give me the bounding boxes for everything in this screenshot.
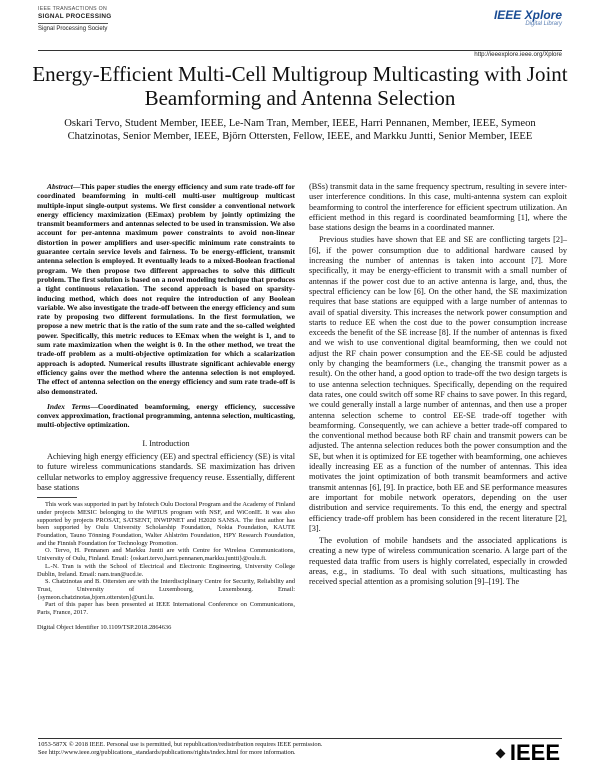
footnote-rule — [37, 497, 77, 498]
xplore-name: IEEE Xplore — [493, 8, 562, 22]
abstract — [37, 182, 295, 396]
body-paragraph-3: The evolution of mobile handsets and the associated applications is creating a new type of wireless communication scenario. A large part of the requested data traffic from users is highly correlated, especially in crowded areas, e.g., in stadiums. To deal with such situations, multicasting has received special attention as a promising solution [9]–[19]. The — [309, 536, 567, 587]
journal-logo — [38, 6, 116, 33]
ieee-logo — [497, 740, 560, 766]
footnote-affiliation-luxembourg: S. Chatzinotas and B. Ottersten are with the Interdisciplinary Centre for Security, Reliability and Trust, University of Luxembourg, Luxembourg. Email: {symeon.chatzinotas,bjorn.ottersten}@uni.lu. — [37, 578, 295, 601]
ieee-wordmark: IEEE — [509, 740, 560, 765]
journal-logo-divider — [38, 23, 108, 24]
right-column — [309, 182, 567, 588]
paper-title: Energy-Efficient Multi-Cell Multigroup Multicasting with Joint Beamforming and Antenna Selection — [32, 62, 568, 110]
rights-line: See http://www.ieee.org/publications_standards/publications/rights/index.html for more information. — [38, 749, 296, 757]
xplore-subtitle: Digital Library — [525, 21, 562, 27]
index-terms-text: —Coordinated beamforming, energy efficiency, successive convex approximation, fractional programming, antenna selection, multicasting, multi-objective optimization. — [37, 401, 296, 430]
left-column — [37, 182, 295, 632]
index-terms-label: Index Terms — [47, 401, 91, 411]
journal-name-line1: IEEE TRANSACTIONS ON — [38, 6, 108, 12]
copyright-line: 1053-587X © 2018 IEEE. Personal use is permitted, but republication/redistribution requires IEEE permission. — [38, 741, 323, 748]
index-terms — [37, 402, 295, 430]
footnote-affiliation-ucd: L.-N. Tran is with the School of Electrical and Electronic Engineering, University College Dublin, Ireland. Email: nam.tran@ucd.ie. — [37, 562, 295, 578]
footnote-conference: Part of this paper has been presented at IEEE International Conference on Communications, Paris, France, 2017. — [37, 601, 295, 617]
footnotes — [37, 501, 295, 617]
section-heading: I. Introduction — [142, 438, 190, 448]
intro-paragraph: Achieving high energy efficiency (EE) and spectral efficiency (SE) is vital to future wireless communications standards. SE maximization has driven cellular networks to employ aggressive frequency reuse. Essentially, different base stations — [37, 452, 295, 492]
body-paragraph-2: Previous studies have shown that EE and SE are conflicting targets [2]–[6], if the power consumption due to additional hardware caused by increasing the number of antennas is taken into account [7]. More specifically, it may be energy-efficient to transmit with a small number of antennas if the power cost due to an active antenna is large, and, thus, the spectral efficiency can be low [6]. On the other hand, the SE maximization requires that base stations are equipped with a large number of antennas to avail of spatial diversity. This increases the network power consumption and starts to reduce EE when the cost due to the power consumption increase exceeds the benefit of the SE increase [8]. If the number of antennas is fixed and we wish to use conventional digital beamforming, then we could not adjust the RF chain power consumption and the EE-SE could be adjusted only by changing the beamformers (i.e., changing the transmit power as a result). On the other hand, a good option to trade-off the two design targets is to use antenna selection techniques. Specifically, depending on the required data rates, one could switch off some RF chains to save power. In this regard, we could generally install a large number of antennas, and then use a proper antenna selection scheme to control EE-SE trade-off together with beamforming. Consequently, we can achieve a better trade-off compared to the conventional method because both RF chain and transmit powers can be adjusted. The antenna selection reduces both the power consumption and the SE, but when it is optimized for EE together with beamforming, one achieves ideally increasing EE as a function of the number of antennas. This idea motivates the joint optimization of both transmit beamformers and active transmit antennas [6], [9]. In practice, both EE and SE performance measures are important for mobile network operators, depending on the user distribution and service requirements. To this end, the energy and spectral efficiency trade-off problem has been considered in the recent literature [2], [3]. — [309, 235, 567, 533]
doi: Digital Object Identifier 10.1109/TSP.2018.2864636 — [37, 623, 172, 631]
paper-authors: Oskari Tervo, Student Member, IEEE, Le-Nam Tran, Member, IEEE, Harri Pennanen, Member, IEEE, Symeon Chatzinotas, Senior Member, IEEE, Björn Ottersten, Fellow, IEEE, and Markku Juntti, Senior Member, IEEE — [64, 118, 536, 142]
abstract-label: Abstract — [47, 182, 73, 191]
footnote-affiliation-oulu: O. Tervo, H. Pennanen and Markku Juntti are with Centre for Wireless Communications, University of Oulu, Finland. Email: {oskari.tervo,harri.pennanen,markku.juntti}@oulu.fi. — [37, 547, 295, 563]
abstract-text: —This paper studies the energy efficiency and sum rate trade-off for coordinated beamforming in multi-cell multi-user multigroup multicast multiple-input single-output systems. We first consider a conventional network energy efficiency maximization (EEmax) problem by jointly optimizing the transmit beamformers and antennas selected to be used in transmission. We also account for per-antenna maximum power constraints to avoid non-linear distortion in power amplifiers and user-specific minimum rate constraints to guarantee certain service levels and fairness. To be energy-efficient, transmit antenna selection is employed. It eventually leads to a mixed-Boolean fractional program. We then propose two different approaches to solve this difficult problem. The first solution is based on a novel modeling technique that produces a tight continuous relaxation. The second approach is based on sparsity-inducing method, which does not require the introduction of any Boolean variable. We also investigate the trade-off between the energy efficiency and sum rate by proposing two different formulations. In the first formulation, we propose a new metric that is the ratio of the sum rate and the so-called weighted power. Specifically, this metric reduces to EEmax when the weight is 1, and to sum rate maximization when the weight is 0. In the other method, we treat the trade-off problem as a multi-objective optimization for which a scalarization approach is adopted. Numerical results illustrate significant achievable energy efficiency gains over the method where the antenna selection is not employed. The effect of antenna selection on the energy efficiency and sum rate trade-off is also demonstrated. — [37, 182, 295, 396]
ieee-logo-mark — [497, 750, 504, 757]
ieee-xplore-logo — [494, 8, 562, 27]
xplore-url[interactable]: http://ieeexplore.ieee.org/Xplore — [474, 51, 562, 58]
footnote-funding: This work was supported in part by Infotech Oulu Doctoral Program and the Academy of Finland under projects MESIC belonging to the WiFIUS program with NSF, and WiConIE. It was also supported by projects PROSAT, SATSENT, INWIPNET and H2020 SANSA. The first author has been supported by Oulu University Scholarship Foundation, Nokia Foundation, KAUTE Foundation, Tauno Tönning Foundation, Walter Ahlström Foundation, HPY Research Foundation, and the Finnish Foundation for Technology Promotion. — [37, 501, 295, 547]
society-name: Signal Processing Society — [38, 26, 108, 32]
body-paragraph-1: (BSs) transmit data in the same frequency spectrum, resulting in severe inter-user interference conditions. In this case, multi-antenna system can exploit beamforming to control the interference for efficient spectrum utilization. An efficient method in this regard is coordinated beamforming [1], where the base stations design the beams in a coordinated manner. — [309, 182, 567, 233]
copyright-notice — [38, 741, 322, 758]
footer-rule — [38, 738, 562, 739]
journal-name-line2: SIGNAL PROCESSING — [38, 13, 112, 20]
